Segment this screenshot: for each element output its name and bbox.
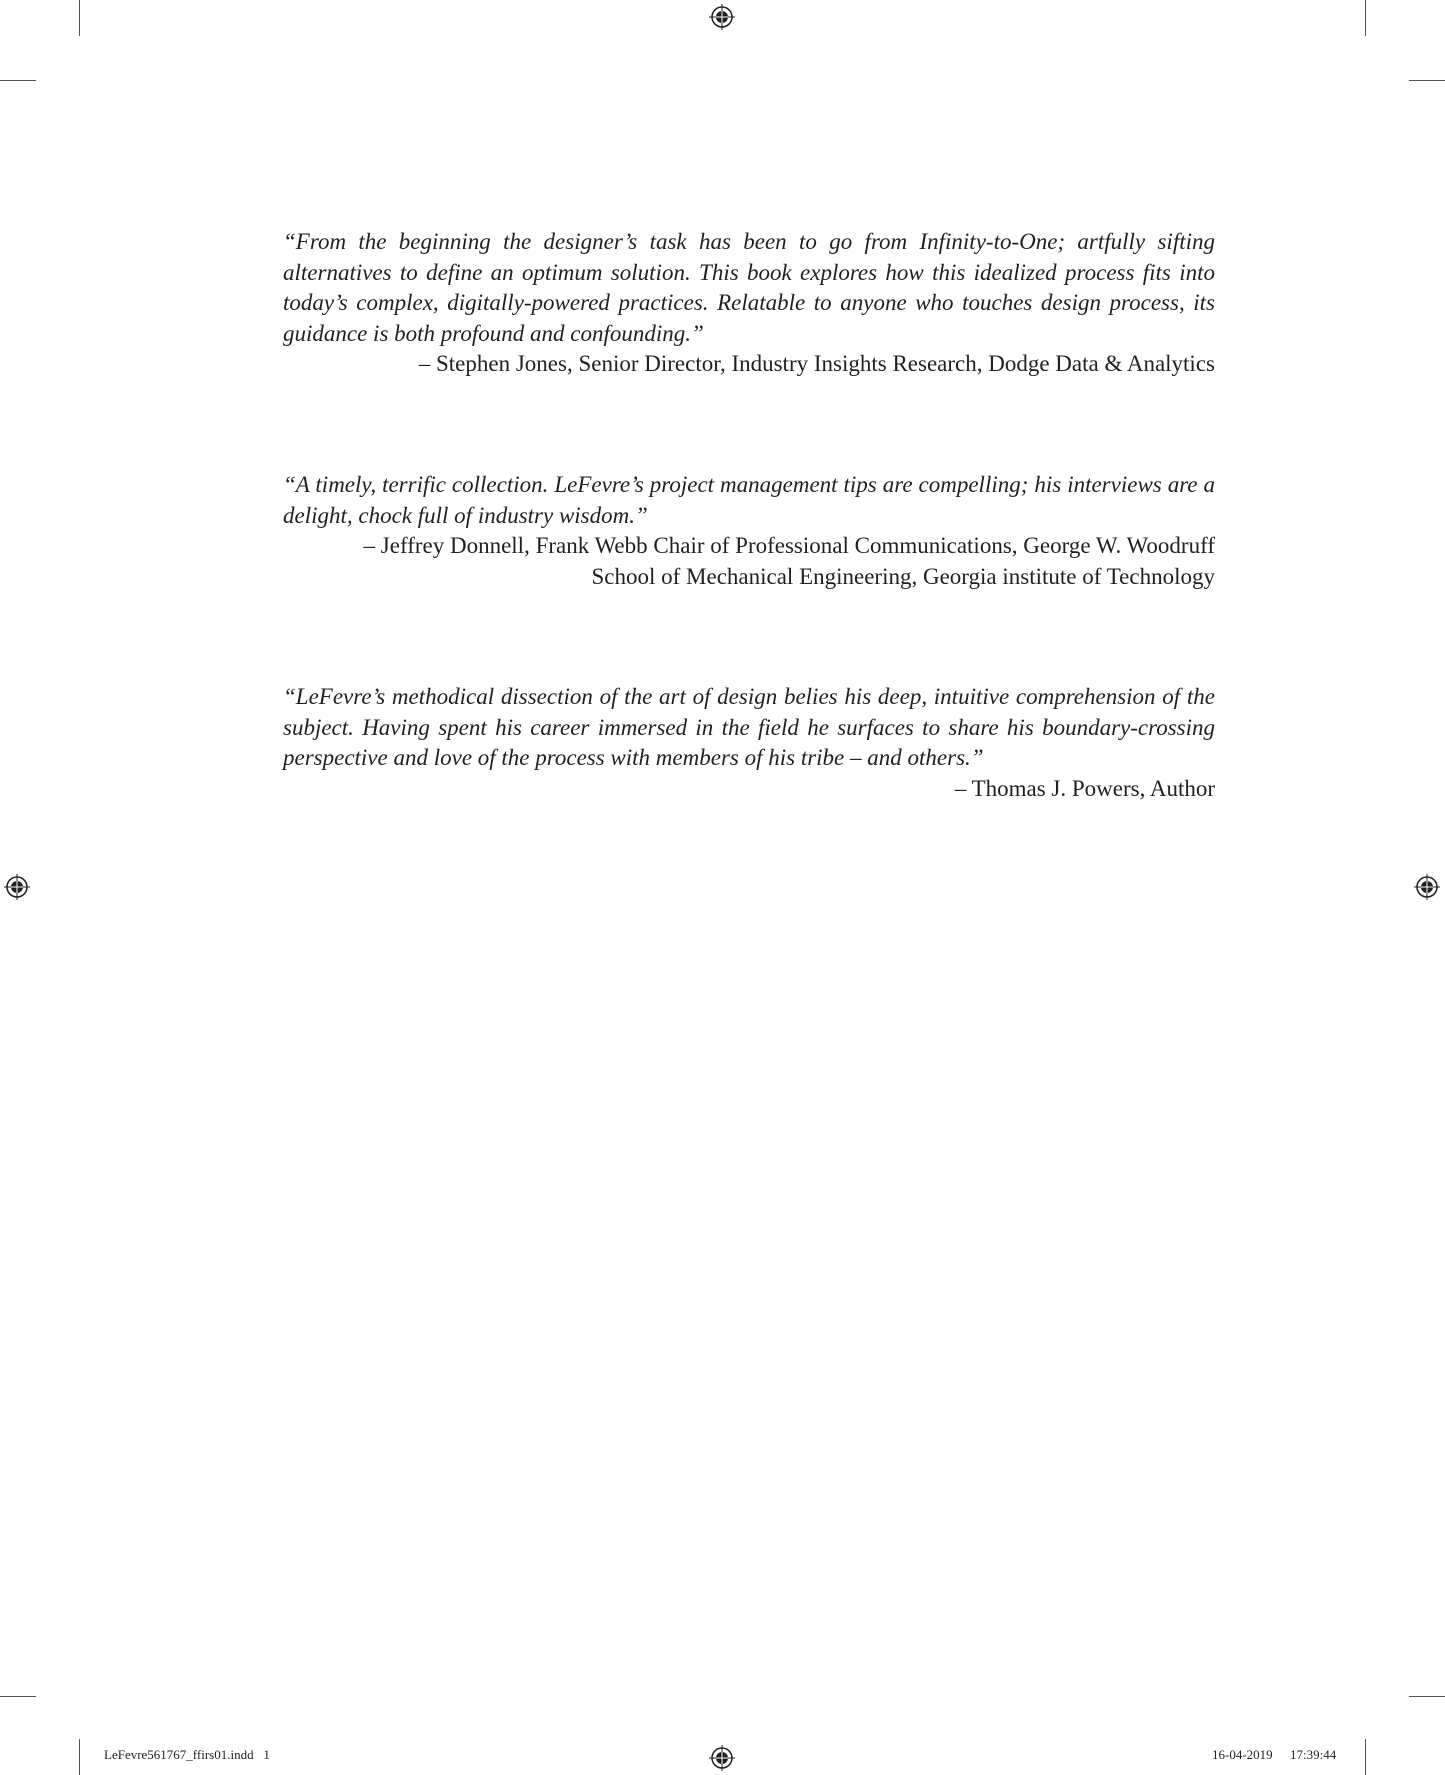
quote-block (283, 470, 1215, 592)
slug-date: 16-04-2019 (1212, 1747, 1273, 1762)
crop-mark-bottom-left (79, 1739, 80, 1775)
attribution-line: School of Mechanical Engineering, Georgia institute of Technology (591, 563, 1215, 589)
crop-mark-top-right (1365, 0, 1366, 36)
attribution-line: – Stephen Jones, Senior Director, Industry Insights Research, Dodge Data & Analytics (418, 351, 1215, 376)
slug-time: 17:39:44 (1290, 1747, 1337, 1762)
quote-text: “LeFevre’s methodical dissection of the art of design belies his deep, intuitive comprehension of the subject. Having spent his career immersed in the field he surfaces to share his boundary-crossing perspective and love of the process with members of his tribe – and others.” (283, 684, 1215, 770)
quote-text: “From the beginning the designer’s task has been to go from Infinity-to-One; artfully sifting alternatives to define an optimum solution. This book explores how this idealized process fits into today’s complex, digitally-powered practices. Relatable to anyone who touches design process, its guidance is both profound and confounding.” (283, 229, 1215, 346)
quote-block (283, 682, 1215, 804)
registration-mark-right-icon (1414, 874, 1440, 900)
attribution-line: – Jeffrey Donnell, Frank Webb Chair of Professional Communications, George W. Woodruff (363, 533, 1215, 558)
crop-mark-top-right-h (1409, 80, 1445, 81)
quote-text: “A timely, terrific collection. LeFevre’s project management tips are compelling; his interviews are a delight, chock full of industry wisdom.” (283, 472, 1215, 528)
quote-attribution (283, 531, 1215, 592)
crop-mark-bottom-left-h (0, 1696, 36, 1697)
registration-mark-top-icon (709, 4, 735, 30)
registration-mark-left-icon (4, 874, 30, 900)
crop-mark-bottom-right-h (1409, 1696, 1445, 1697)
crop-mark-bottom-right (1365, 1739, 1366, 1775)
quote-attribution (283, 774, 1215, 805)
crop-mark-top-left (79, 0, 80, 36)
slug-filename: LeFevre561767_ffirs01.indd 1 (104, 1747, 270, 1762)
crop-mark-top-left-h (0, 80, 36, 81)
registration-mark-bottom-icon (709, 1745, 735, 1771)
quote-attribution (283, 349, 1215, 380)
quote-block (283, 227, 1215, 380)
attribution-line: – Thomas J. Powers, Author (954, 775, 1215, 801)
